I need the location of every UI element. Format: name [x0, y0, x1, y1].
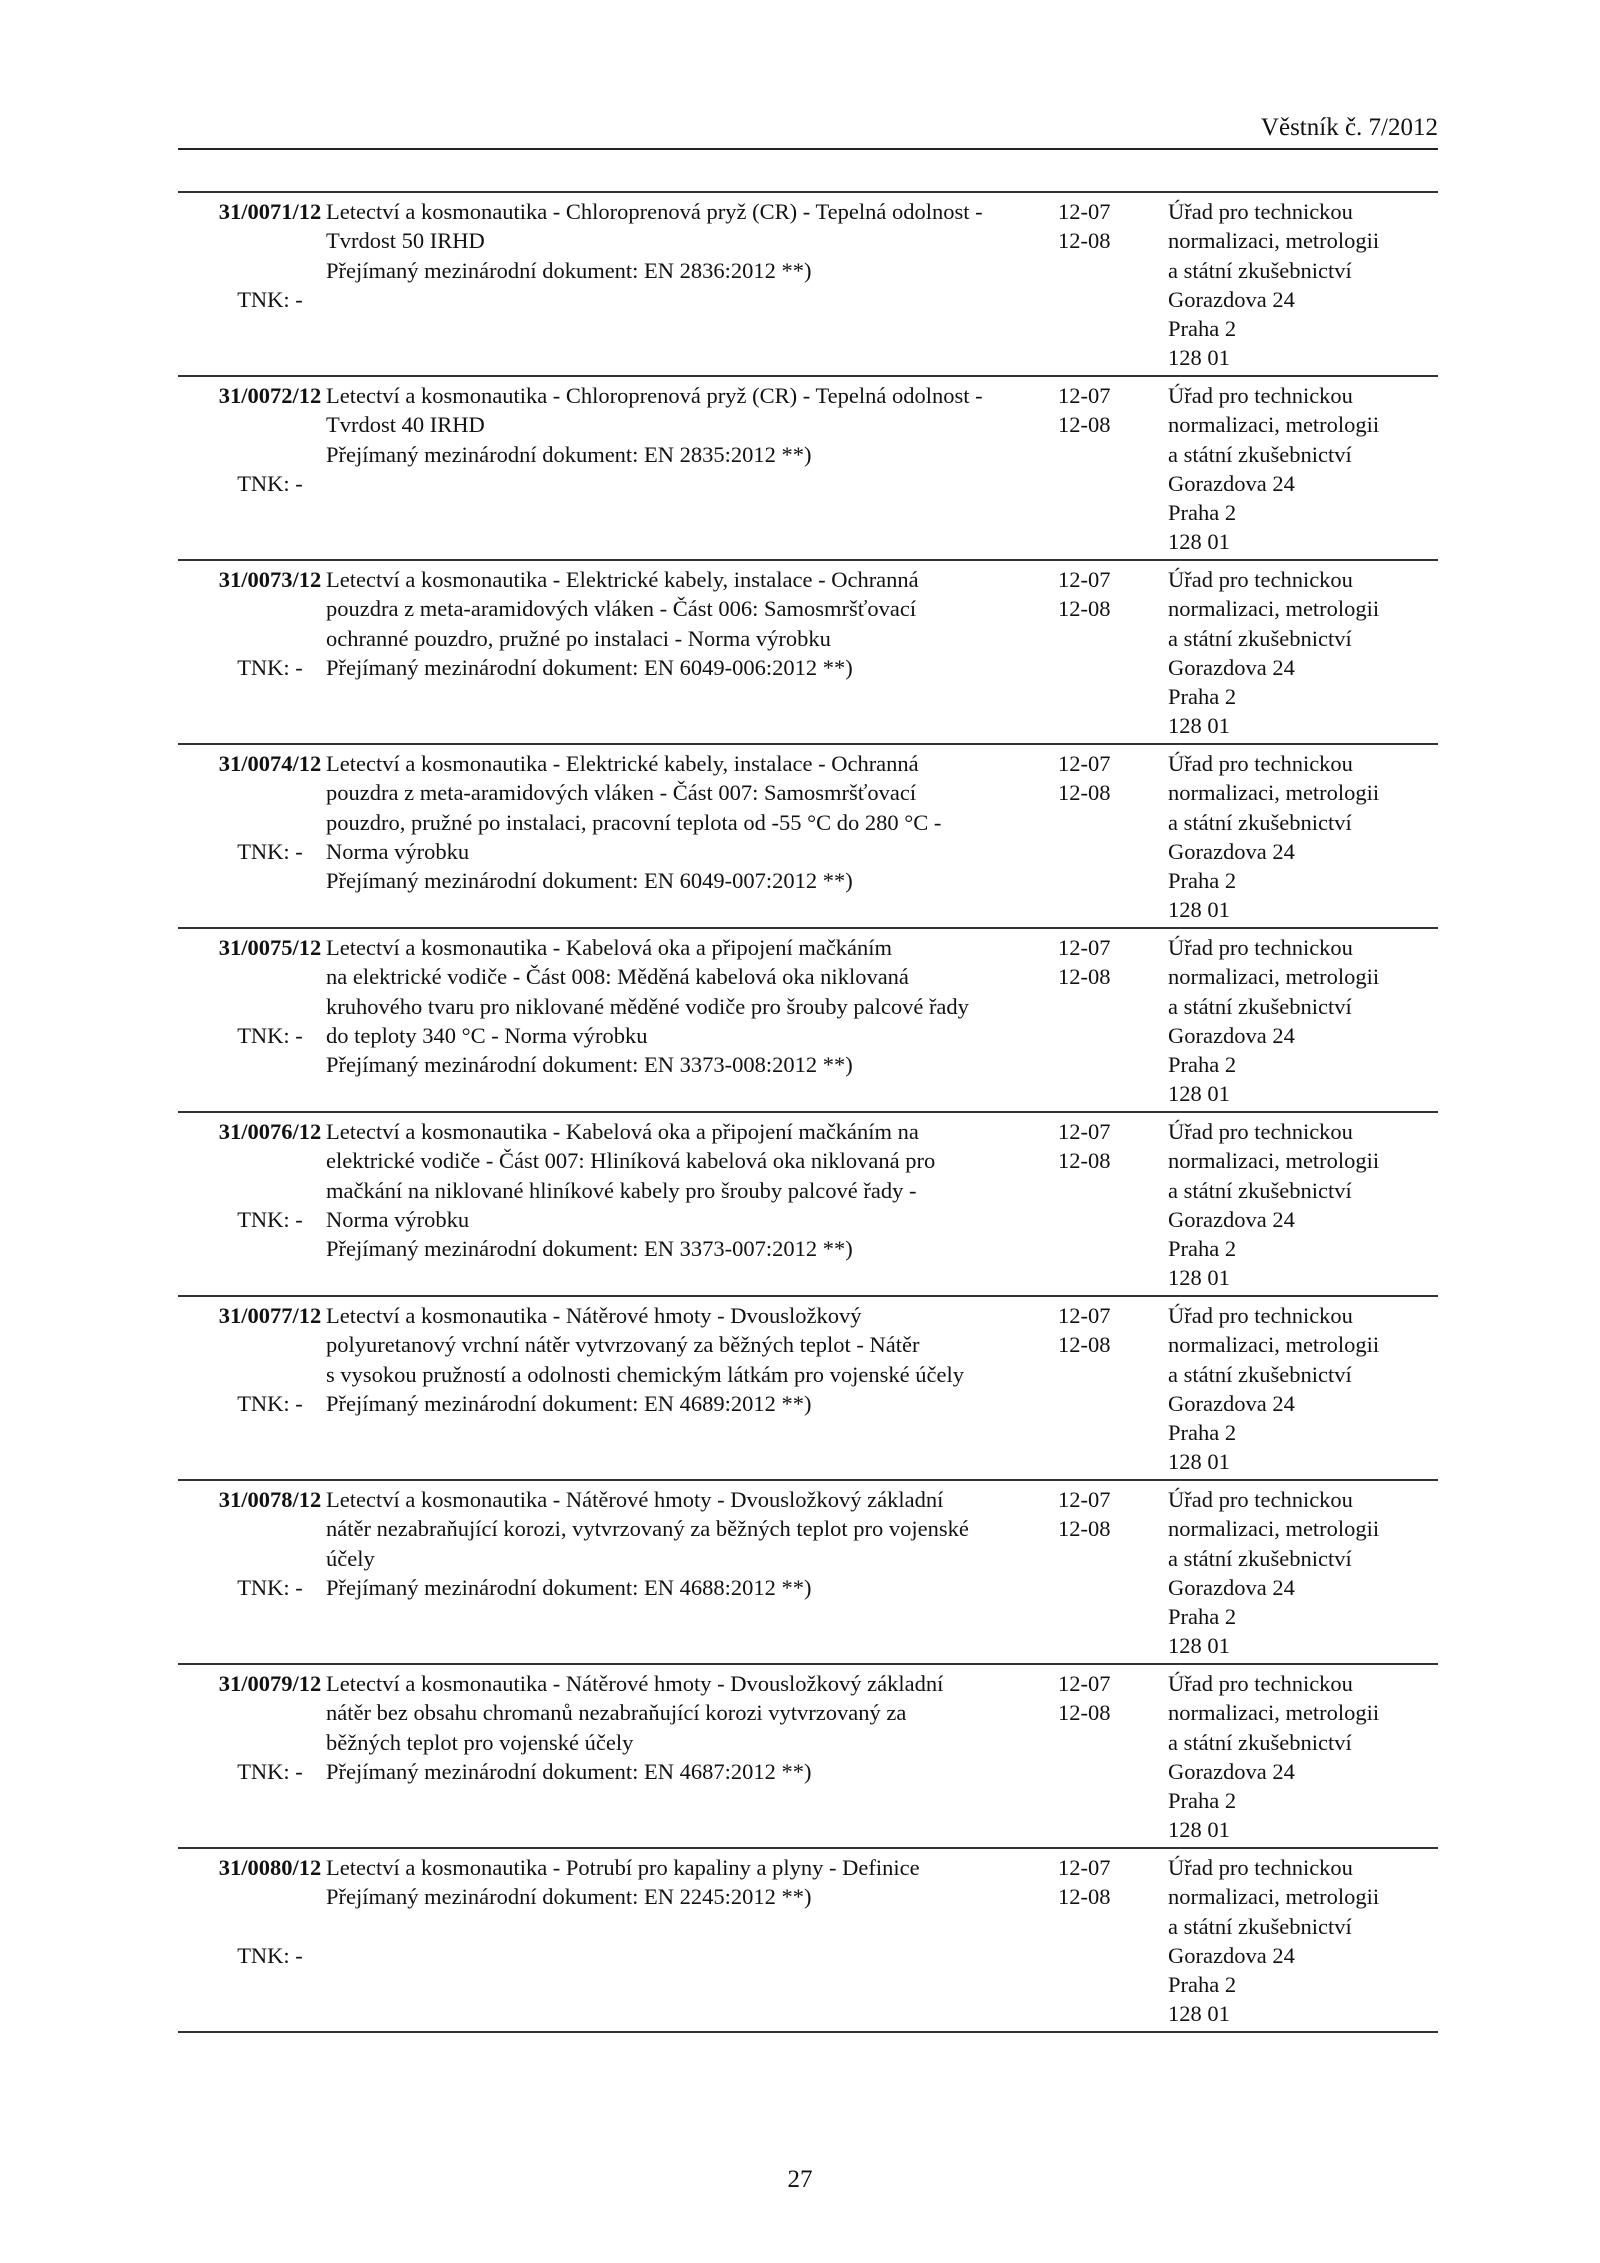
entry-title-line: Letectví a kosmonautika - Nátěrové hmoty - Dvousložkový základní — [326, 1487, 944, 1512]
entry-date: 12-07 — [1058, 567, 1111, 592]
organization-line: a státní zkušebnictví — [1168, 625, 1352, 651]
entry-title-line: na elektrické vodiče - Část 008: Měděná kabelová oka niklovaná — [326, 964, 909, 990]
entry-organization — [1168, 197, 1438, 373]
entry-title-line: nátěr bez obsahu chromanů nezabraňující korozi vytvrzovaný za — [326, 1700, 907, 1726]
organization-line: 128 01 — [1168, 345, 1230, 371]
entry-title-line: polyuretanový vrchní nátěr vytvrzovaný za běžných teplot - Nátěr — [326, 1332, 920, 1358]
entry-title-line: pouzdra z meta-aramidových vláken - Část 006: Samosmršťovací — [326, 596, 917, 622]
organization-line: Úřad pro technickou — [1168, 567, 1353, 592]
standard-entry — [178, 1111, 1438, 1295]
organization-line: Úřad pro technickou — [1168, 1671, 1353, 1696]
organization-line: 128 01 — [1168, 1449, 1230, 1475]
entry-title-line: elektrické vodiče - Část 007: Hliníková kabelová oka niklovaná pro — [326, 1148, 936, 1174]
standard-entry — [178, 1847, 1438, 2033]
standard-entry — [178, 1295, 1438, 1479]
organization-line: a státní zkušebnictví — [1168, 441, 1352, 467]
entry-title-line: Letectví a kosmonautika - Nátěrové hmoty - Dvousložkový základní — [326, 1671, 944, 1696]
organization-line: Praha 2 — [1168, 1788, 1237, 1814]
entry-number: 31/0072/12 — [218, 383, 322, 408]
entry-date: 12-07 — [1058, 1487, 1111, 1512]
organization-line: Úřad pro technickou — [1168, 935, 1353, 960]
entry-number: 31/0075/12 — [218, 935, 322, 960]
entry-title-line: do teploty 340 °C - Norma výrobku — [326, 1022, 648, 1048]
entry-organization — [1168, 1853, 1438, 2029]
entry-date: 12-07 — [1058, 1671, 1111, 1696]
entry-date: 12-07 — [1058, 751, 1111, 776]
entry-title-line: Tvrdost 40 IRHD — [326, 412, 485, 438]
entry-date: 12-07 — [1058, 935, 1111, 960]
standard-entry — [178, 375, 1438, 559]
entry-title-line: Letectví a kosmonautika - Kabelová oka a připojení mačkáním na — [326, 1119, 919, 1144]
organization-line: a státní zkušebnictví — [1168, 1913, 1352, 1939]
organization-line: Gorazdova 24 — [1168, 1574, 1295, 1600]
standard-entry — [178, 927, 1438, 1111]
organization-line: 128 01 — [1168, 2001, 1230, 2027]
organization-line: Úřad pro technickou — [1168, 1855, 1353, 1880]
entry-title-line: Přejímaný mezinárodní dokument: EN 4687:2012 **) — [326, 1758, 812, 1784]
entry-title-line: Letectví a kosmonautika - Nátěrové hmoty - Dvousložkový — [326, 1303, 862, 1328]
entry-dates — [1058, 1301, 1138, 1360]
entry-date: 12-08 — [1058, 596, 1111, 622]
entry-dates — [1058, 1117, 1138, 1176]
entry-organization — [1168, 1669, 1438, 1845]
organization-line: normalizaci, metrologii — [1168, 964, 1380, 990]
entry-dates — [1058, 1853, 1138, 1912]
organization-line: Úřad pro technickou — [1168, 383, 1353, 408]
entry-title-line: Letectví a kosmonautika - Elektrické kabely, instalace - Ochranná — [326, 567, 919, 592]
organization-line: Gorazdova 24 — [1168, 654, 1295, 680]
organization-line: Gorazdova 24 — [1168, 286, 1295, 312]
entry-date: 12-07 — [1058, 1855, 1111, 1880]
page-header — [178, 112, 1438, 150]
entry-tnk: TNK: - — [237, 1943, 303, 1968]
entry-date: 12-08 — [1058, 780, 1111, 806]
organization-line: normalizaci, metrologii — [1168, 228, 1380, 254]
organization-line: a státní zkušebnictví — [1168, 809, 1352, 835]
organization-line: normalizaci, metrologii — [1168, 412, 1380, 438]
entry-date: 12-08 — [1058, 1332, 1111, 1358]
entry-date: 12-08 — [1058, 1884, 1111, 1910]
entry-dates — [1058, 749, 1138, 808]
organization-line: Úřad pro technickou — [1168, 1119, 1353, 1144]
entry-number: 31/0077/12 — [218, 1303, 322, 1328]
organization-line: normalizaci, metrologii — [1168, 1332, 1380, 1358]
entry-title-line: Letectví a kosmonautika - Potrubí pro kapaliny a plyny - Definice — [326, 1855, 920, 1880]
organization-line: Praha 2 — [1168, 1420, 1237, 1446]
organization-line: Gorazdova 24 — [1168, 1022, 1295, 1048]
entry-title-line: Přejímaný mezinárodní dokument: EN 2836:2012 **) — [326, 257, 812, 283]
entry-title-line: ochranné pouzdro, pružné po instalaci - Norma výrobku — [326, 625, 831, 651]
standard-entry — [178, 559, 1438, 743]
entry-number: 31/0079/12 — [218, 1671, 322, 1696]
organization-line: Gorazdova 24 — [1168, 470, 1295, 496]
entry-title-line: kruhového tvaru pro niklované měděné vodiče pro šrouby palcové řady — [326, 993, 969, 1019]
organization-line: a státní zkušebnictví — [1168, 1177, 1352, 1203]
organization-line: Úřad pro technickou — [1168, 1303, 1353, 1328]
entry-dates — [1058, 1669, 1138, 1728]
entry-tnk: TNK: - — [237, 1391, 303, 1416]
entry-dates — [1058, 1485, 1138, 1544]
entry-title-line: Letectví a kosmonautika - Chloroprenová pryž (CR) - Tepelná odolnost - — [326, 383, 983, 408]
organization-line: 128 01 — [1168, 713, 1230, 739]
organization-line: Úřad pro technickou — [1168, 199, 1353, 224]
entry-title-line: Přejímaný mezinárodní dokument: EN 3373-008:2012 **) — [326, 1052, 853, 1078]
entry-title-line: běžných teplot pro vojenské účely — [326, 1729, 634, 1755]
organization-line: Praha 2 — [1168, 1236, 1237, 1262]
organization-line: Praha 2 — [1168, 868, 1237, 894]
entry-tnk: TNK: - — [237, 839, 303, 864]
standard-entry — [178, 743, 1438, 927]
standard-entry — [178, 191, 1438, 375]
organization-line: normalizaci, metrologii — [1168, 1516, 1380, 1542]
organization-line: Praha 2 — [1168, 1052, 1237, 1078]
organization-line: normalizaci, metrologii — [1168, 780, 1380, 806]
entry-title-line: nátěr nezabraňující korozi, vytvrzovaný za běžných teplot pro vojenské — [326, 1516, 969, 1542]
organization-line: 128 01 — [1168, 1817, 1230, 1843]
entry-dates — [1058, 933, 1138, 992]
entry-organization — [1168, 1117, 1438, 1293]
organization-line: a státní zkušebnictví — [1168, 257, 1352, 283]
organization-line: Praha 2 — [1168, 1972, 1237, 1998]
organization-line: Praha 2 — [1168, 684, 1237, 710]
organization-line: normalizaci, metrologii — [1168, 1700, 1380, 1726]
entry-dates — [1058, 197, 1138, 256]
entry-date: 12-08 — [1058, 1516, 1111, 1542]
entry-title-line: Letectví a kosmonautika - Chloroprenová pryž (CR) - Tepelná odolnost - — [326, 199, 983, 224]
organization-line: Praha 2 — [1168, 1604, 1237, 1630]
entry-tnk: TNK: - — [237, 1575, 303, 1600]
entry-number: 31/0073/12 — [218, 567, 322, 592]
organization-line: Praha 2 — [1168, 500, 1237, 526]
organization-line: 128 01 — [1168, 1633, 1230, 1659]
entry-tnk: TNK: - — [237, 1023, 303, 1048]
page-number: 27 — [787, 2166, 813, 2193]
entry-title-line: pouzdro, pružné po instalaci, pracovní teplota od -55 °C do 280 °C - — [326, 809, 942, 835]
entry-organization — [1168, 1485, 1438, 1661]
entry-title-line: Přejímaný mezinárodní dokument: EN 6049-006:2012 **) — [326, 654, 853, 680]
entry-date: 12-07 — [1058, 1119, 1111, 1144]
entry-organization — [1168, 381, 1438, 557]
entry-title-line: Přejímaný mezinárodní dokument: EN 2245:2012 **) — [326, 1884, 812, 1910]
organization-line: Gorazdova 24 — [1168, 1390, 1295, 1416]
organization-line: a státní zkušebnictví — [1168, 993, 1352, 1019]
entry-title-line: Přejímaný mezinárodní dokument: EN 4688:2012 **) — [326, 1574, 812, 1600]
organization-line: 128 01 — [1168, 897, 1230, 923]
entry-number: 31/0071/12 — [218, 199, 322, 224]
entry-dates — [1058, 565, 1138, 624]
entry-tnk: TNK: - — [237, 471, 303, 496]
entry-organization — [1168, 749, 1438, 925]
organization-line: 128 01 — [1168, 529, 1230, 555]
entry-tnk: TNK: - — [237, 655, 303, 680]
entry-date: 12-08 — [1058, 1148, 1111, 1174]
entry-title-line: Letectví a kosmonautika - Kabelová oka a připojení mačkáním — [326, 935, 893, 960]
organization-line: a státní zkušebnictví — [1168, 1545, 1352, 1571]
entry-date: 12-07 — [1058, 199, 1111, 224]
entry-organization — [1168, 565, 1438, 741]
entry-tnk: TNK: - — [237, 1759, 303, 1784]
organization-line: Gorazdova 24 — [1168, 1942, 1295, 1968]
organization-line: 128 01 — [1168, 1265, 1230, 1291]
entry-title-line: Přejímaný mezinárodní dokument: EN 2835:2012 **) — [326, 441, 812, 467]
organization-line: normalizaci, metrologii — [1168, 596, 1380, 622]
organization-line: Gorazdova 24 — [1168, 1758, 1295, 1784]
standards-list — [178, 191, 1438, 2033]
standard-entry — [178, 1479, 1438, 1663]
entry-date: 12-08 — [1058, 228, 1111, 254]
entry-tnk: TNK: - — [237, 287, 303, 312]
organization-line: a státní zkušebnictví — [1168, 1361, 1352, 1387]
entry-date: 12-07 — [1058, 383, 1111, 408]
organization-line: Gorazdova 24 — [1168, 1206, 1295, 1232]
entry-title-line: pouzdra z meta-aramidových vláken - Část 007: Samosmršťovací — [326, 780, 917, 806]
entry-title-line: Přejímaný mezinárodní dokument: EN 3373-007:2012 **) — [326, 1236, 853, 1262]
bulletin-title: Věstník č. 7/2012 — [1260, 114, 1438, 141]
organization-line: normalizaci, metrologii — [1168, 1148, 1380, 1174]
entry-title-line: Norma výrobku — [326, 838, 470, 864]
entry-title-line: Přejímaný mezinárodní dokument: EN 4689:2012 **) — [326, 1390, 812, 1416]
organization-line: Úřad pro technickou — [1168, 751, 1353, 776]
entry-title-line: Přejímaný mezinárodní dokument: EN 6049-007:2012 **) — [326, 868, 853, 894]
organization-line: Gorazdova 24 — [1168, 838, 1295, 864]
entry-number: 31/0074/12 — [218, 751, 322, 776]
organization-line: a státní zkušebnictví — [1168, 1729, 1352, 1755]
entry-title-line: Letectví a kosmonautika - Elektrické kabely, instalace - Ochranná — [326, 751, 919, 776]
entry-number: 31/0078/12 — [218, 1487, 322, 1512]
entry-title-line: mačkání na niklované hliníkové kabely pro šrouby palcové řady - — [326, 1177, 917, 1203]
entry-date: 12-08 — [1058, 1700, 1111, 1726]
entry-organization — [1168, 1301, 1438, 1477]
entry-number: 31/0080/12 — [218, 1855, 322, 1880]
organization-line: normalizaci, metrologii — [1168, 1884, 1380, 1910]
entry-number: 31/0076/12 — [218, 1119, 322, 1144]
entry-date: 12-07 — [1058, 1303, 1111, 1328]
organization-line: Úřad pro technickou — [1168, 1487, 1353, 1512]
organization-line: 128 01 — [1168, 1081, 1230, 1107]
organization-line: Praha 2 — [1168, 316, 1237, 342]
entry-tnk: TNK: - — [237, 1207, 303, 1232]
entry-title-line: Norma výrobku — [326, 1206, 470, 1232]
standard-entry — [178, 1663, 1438, 1847]
entry-title-line: s vysokou pružností a odolnosti chemickým látkám pro vojenské účely — [326, 1361, 965, 1387]
entry-title-line: Tvrdost 50 IRHD — [326, 228, 485, 254]
entry-date: 12-08 — [1058, 412, 1111, 438]
entry-organization — [1168, 933, 1438, 1109]
entry-title-line: účely — [326, 1545, 375, 1571]
entry-date: 12-08 — [1058, 964, 1111, 990]
entry-dates — [1058, 381, 1138, 440]
